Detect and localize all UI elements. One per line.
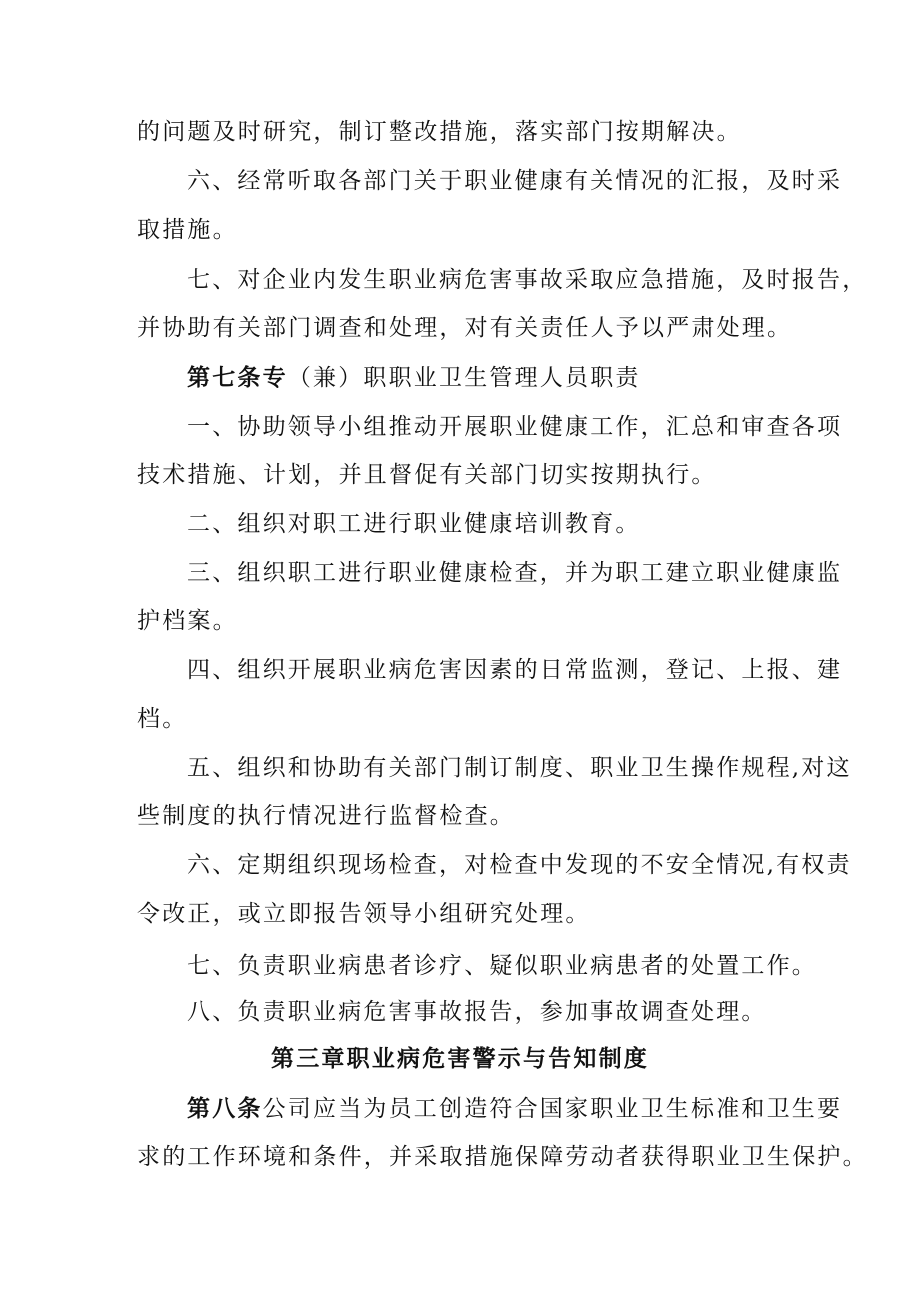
paragraph-line: 令改正，或立即报告领导小组研究处理。 xyxy=(137,901,591,927)
paragraph-line: 四、组织开展职业病危害因素的日常监测，登记、上报、建 xyxy=(187,657,843,683)
paragraph-line: 档。 xyxy=(137,706,188,732)
paragraph-line: 三、组织职工进行职业健康检查，并为职工建立职业健康监 xyxy=(187,560,843,586)
paragraph-line: 八、负责职业病危害事故报告，参加事故调查处理。 xyxy=(187,999,767,1025)
paragraph-line: 五、组织和协助有关部门制订制度、职业卫生操作规程,对这 xyxy=(187,755,852,781)
article-heading-label: 第七条专 xyxy=(187,364,288,391)
paragraph-line: 取措施。 xyxy=(137,217,238,243)
article-heading-title: （兼）职职业卫生管理人员职责 xyxy=(287,365,641,391)
paragraph-line: 求的工作环境和条件，并采取措施保障劳动者获得职业卫生保护。 xyxy=(137,1144,868,1170)
paragraph-line: 技术措施、计划，并且督促有关部门切实按期执行。 xyxy=(137,462,717,488)
paragraph-line: 的问题及时研究，制订整改措施，落实部门按期解决。 xyxy=(137,119,742,145)
paragraph-line: 六、定期组织现场检查，对检查中发现的不安全情况,有权责 xyxy=(187,852,852,878)
article-text: 公司应当为员工创造符合国家职业卫生标准和卫生要 xyxy=(262,1096,843,1122)
article-paragraph xyxy=(187,1094,842,1124)
paragraph-line: 七、负责职业病患者诊疗、疑似职业病患者的处置工作。 xyxy=(187,953,817,979)
paragraph-line: 二、组织对职工进行职业健康培训教育。 xyxy=(187,511,641,537)
paragraph-line: 一、协助领导小组推动开展职业健康工作，汇总和审查各项 xyxy=(187,414,843,440)
paragraph-line: 些制度的执行情况进行监督检查。 xyxy=(137,803,515,829)
paragraph-line: 六、经常听取各部门关于职业健康有关情况的汇报，及时采 xyxy=(187,168,843,194)
article-label: 第八条 xyxy=(187,1095,263,1122)
paragraph-line: 七、对企业内发生职业病危害事故采取应急措施，及时报告， xyxy=(187,267,868,293)
chapter-heading: 第三章职业病危害警示与告知制度 xyxy=(271,1045,649,1072)
paragraph-line: 护档案。 xyxy=(137,608,238,634)
paragraph-line: 并协助有关部门调查和处理，对有关责任人予以严肃处理。 xyxy=(137,315,793,341)
article-heading xyxy=(187,363,641,393)
